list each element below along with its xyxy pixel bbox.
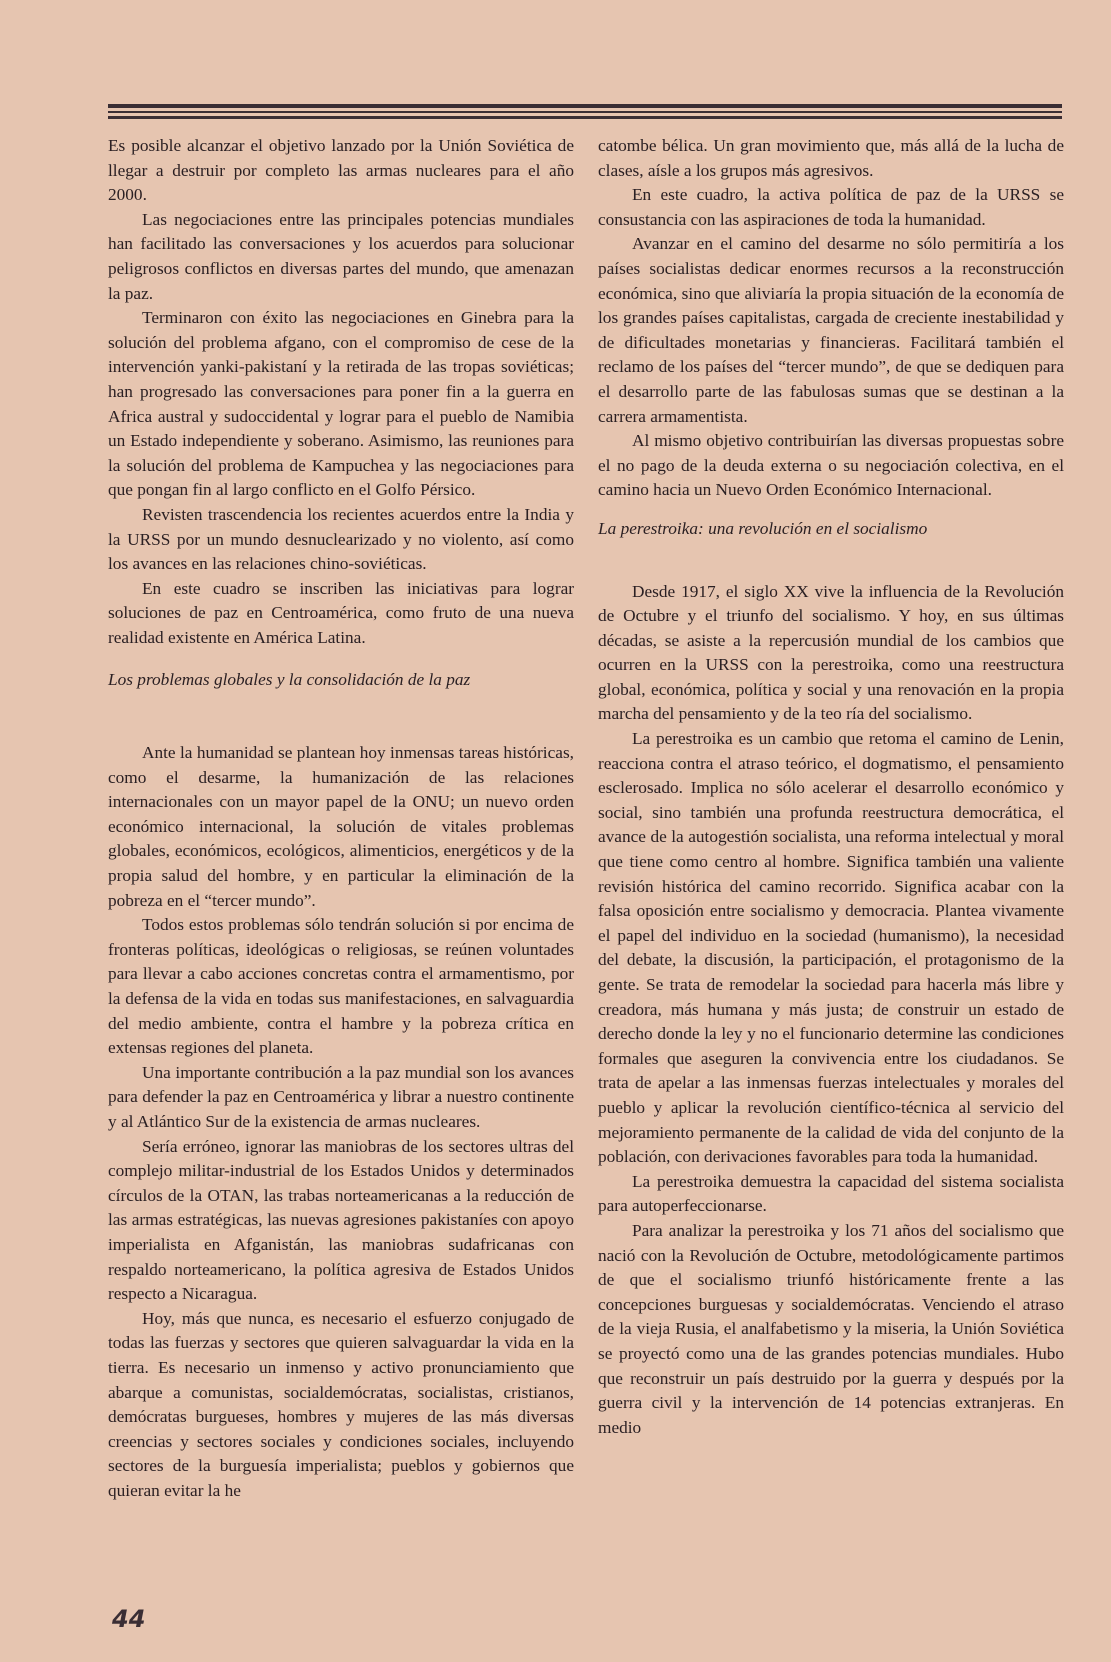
section-heading: Los problemas globales y la consolidación de la paz — [108, 670, 471, 690]
header-rule-bottom — [108, 116, 1062, 119]
paragraph: En este cuadro se inscriben las iniciativas para lograr soluciones de paz en Centroamérica, como fruto de una nueva realidad existente en América Latina. — [108, 578, 574, 647]
section-heading: La perestroika: una revolución en el socialismo — [598, 518, 928, 538]
paragraph: Avanzar en el camino del desarme no sólo permitiría a los países socialistas dedicar enormes recursos a la reconstrucción económica, sino que aliviaría la propia situación de la economía de los grandes países capitalistas, cargada de creciente inestabilidad y de dificultades monetarias y financieras. Facilitará también el reclamo de los países del “tercer mundo”, de que se dediquen para el desarrollo parte de las fabulosas sumas que se destinan a la carrera armamentista. — [598, 234, 1064, 426]
paragraph: La perestroika es un cambio que retoma el camino de Lenin, reacciona contra el atraso teórico, el dogmatismo, el pensamiento esclerosado. Implica no sólo acelerar el desarrollo económico y social, sino también una profunda reestructura democrática, el avance de la autogestión socialista, una reforma intelectual y moral que tiene como centro al hombre. Significa también una valiente revisión histórica del camino recorrido. Significa acabar con la falsa oposición entre socialismo y democracia. Plantea vivamente el papel del individuo en la sociedad (humanismo), la necesidad del debate, la discusión, la participación, el protagonismo de la gente. Se trata de remodelar la sociedad para hacerla más libre y creadora, más humana y más justa; de construir un estado de derecho donde la ley y no el funcionario determine las condiciones formales que aseguren la convivencia entre los ciudadanos. Se trata de apelar a las inmensas fuerzas intelectuales y morales del pueblo y aplicar la revolución científico-técnica al servicio del mejoramiento permanente de la calidad de vida del conjunto de la población, con derivaciones favorables para toda la humanidad. — [598, 729, 1064, 1167]
page-number: 44 — [112, 1605, 146, 1633]
paragraph: Para analizar la perestroika y los 71 años del socialismo que nació con la Revolución de Octubre, metodológicamente partimos de que el socialismo triunfó históricamente frente a las concepciones burguesas y socialdemócratas. Venciendo el atraso de la vieja Rusia, el analfabetismo y la miseria, la Unión Soviética se proyectó como una de las grandes potencias mundiales. Hubo que reconstruir un país destruido por la guerra y después por la guerra civil y la intervención de 14 potencias extranjeras. En medio — [598, 1220, 1064, 1437]
paragraph: Revisten trascendencia los recientes acuerdos entre la India y la URSS por un mundo desnuclearizado y no violento, así como los avances en las relaciones chino-soviéticas. — [108, 504, 574, 574]
right-column — [598, 134, 1064, 1440]
paragraph: Desde 1917, el siglo XX vive la influencia de la Revolución de Octubre y el triunfo del socialismo. Y hoy, en sus últimas décadas, se asiste a la repercusión mundial de los cambios que ocurren en la URSS con la perestroika, como una reestructura global, económica, política y social y una renovación en la propia marcha del pensamiento y de la teo ría del socialismo. — [598, 581, 1064, 724]
header-rule-middle — [108, 111, 1062, 113]
paragraph: Sería erróneo, ignorar las maniobras de los sectores ultras del complejo militar-industrial de los Estados Unidos y determinados círculos de la OTAN, las trabas norteamericanas a la reducción de las armas estratégicas, las nuevas agresiones pakistaníes con apoyo imperialista en Afganistán, las maniobras sudafricanas con respaldo norteamericano, la política agresiva de Estados Unidos respecto a Nicaragua. — [108, 1136, 574, 1304]
paragraph: catombe bélica. Un gran movimiento que, más allá de la lucha de clases, aísle a los grupos más agresivos. — [598, 136, 1064, 180]
left-column — [108, 134, 574, 1503]
paragraph: Terminaron con éxito las negociaciones en Ginebra para la solución del problema afgano, con el compromiso de cese de la intervención yanki-pakistaní y la retirada de las tropas soviéticas; han progresado las conversaciones para poner fin a la guerra en Africa austral y sudoccidental y lograr para el pueblo de Namibia un Estado independiente y soberano. Asimismo, las reuniones para la solución del problema de Kampuchea y las negociaciones para que pongan fin al largo conflicto en el Golfo Pérsico. — [108, 308, 574, 500]
paragraph: Al mismo objetivo contribuirían las diversas propuestas sobre el no pago de la deuda externa o su negociación colectiva, en el camino hacia un Nuevo Orden Económico Internacional. — [598, 431, 1064, 500]
paragraph: Es posible alcanzar el objetivo lanzado por la Unión Soviética de llegar a destruir por completo las armas nucleares para el año 2000. — [108, 136, 574, 205]
paragraph: En este cuadro, la activa política de paz de la URSS se consustancia con las aspiraciones de toda la humanidad. — [598, 185, 1064, 229]
paragraph: Ante la humanidad se plantean hoy inmensas tareas históricas, como el desarme, la humanización de las relaciones internacionales con un mayor papel de la ONU; un nuevo orden económico internacional, la solución de vitales problemas globales, económicos, ecológicos, alimenticios, energéticos y de la propia salud del hombre, y en particular la eliminación de la pobreza en el “tercer mundo”. — [108, 743, 574, 910]
paragraph: Hoy, más que nunca, es necesario el esfuerzo conjugado de todas las fuerzas y sectores que quieren salvaguardar la vida en la tierra. Es necesario un inmenso y activo pronunciamiento que abarque a comunistas, socialdemócratas, socialistas, cristianos, demócratas burgueses, hombres y mujeres de las más diversas creencias y sectores sociales y condiciones sociales, incluyendo sectores de la burguesía imperialista; pueblos y gobiernos que quieran evitar la he — [108, 1308, 574, 1500]
paragraph: Una importante contribución a la paz mundial son los avances para defender la paz en Centroamérica y librar a nuestro continente y al Atlántico Sur de la existencia de armas nucleares. — [108, 1062, 574, 1131]
paragraph: Las negociaciones entre las principales potencias mundiales han facilitado las conversaciones y los acuerdos para solucionar peligrosos conflictos en diversas partes del mundo, que amenazan la paz. — [108, 209, 574, 303]
header-rule-top — [108, 104, 1062, 108]
paragraph: La perestroika demuestra la capacidad del sistema socialista para autoperfeccionarse. — [598, 1171, 1064, 1216]
paragraph: Todos estos problemas sólo tendrán solución si por encima de fronteras políticas, ideológicas o religiosas, se reúnen voluntades para llevar a cabo acciones concretas contra el armamentismo, por la defensa de la vida en todas sus manifestaciones, en salvaguardia del medio ambiente, contra el hambre y la pobreza crítica en extensas regiones del planeta. — [108, 915, 574, 1058]
